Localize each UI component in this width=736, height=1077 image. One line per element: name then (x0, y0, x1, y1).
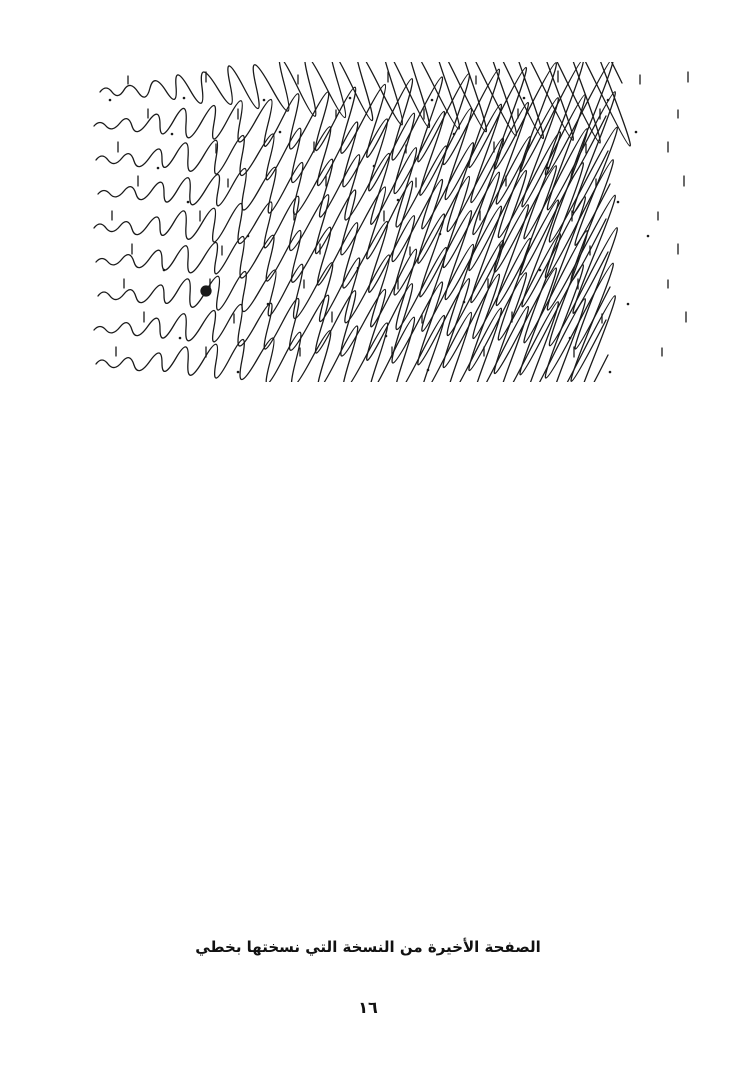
handwritten-manuscript-image (88, 62, 706, 382)
page-number: ١٦ (358, 998, 378, 1017)
page-caption: الصفحة الأخيرة من النسخة التي نسختها بخطي (195, 938, 541, 956)
manuscript-handwriting (88, 62, 706, 382)
